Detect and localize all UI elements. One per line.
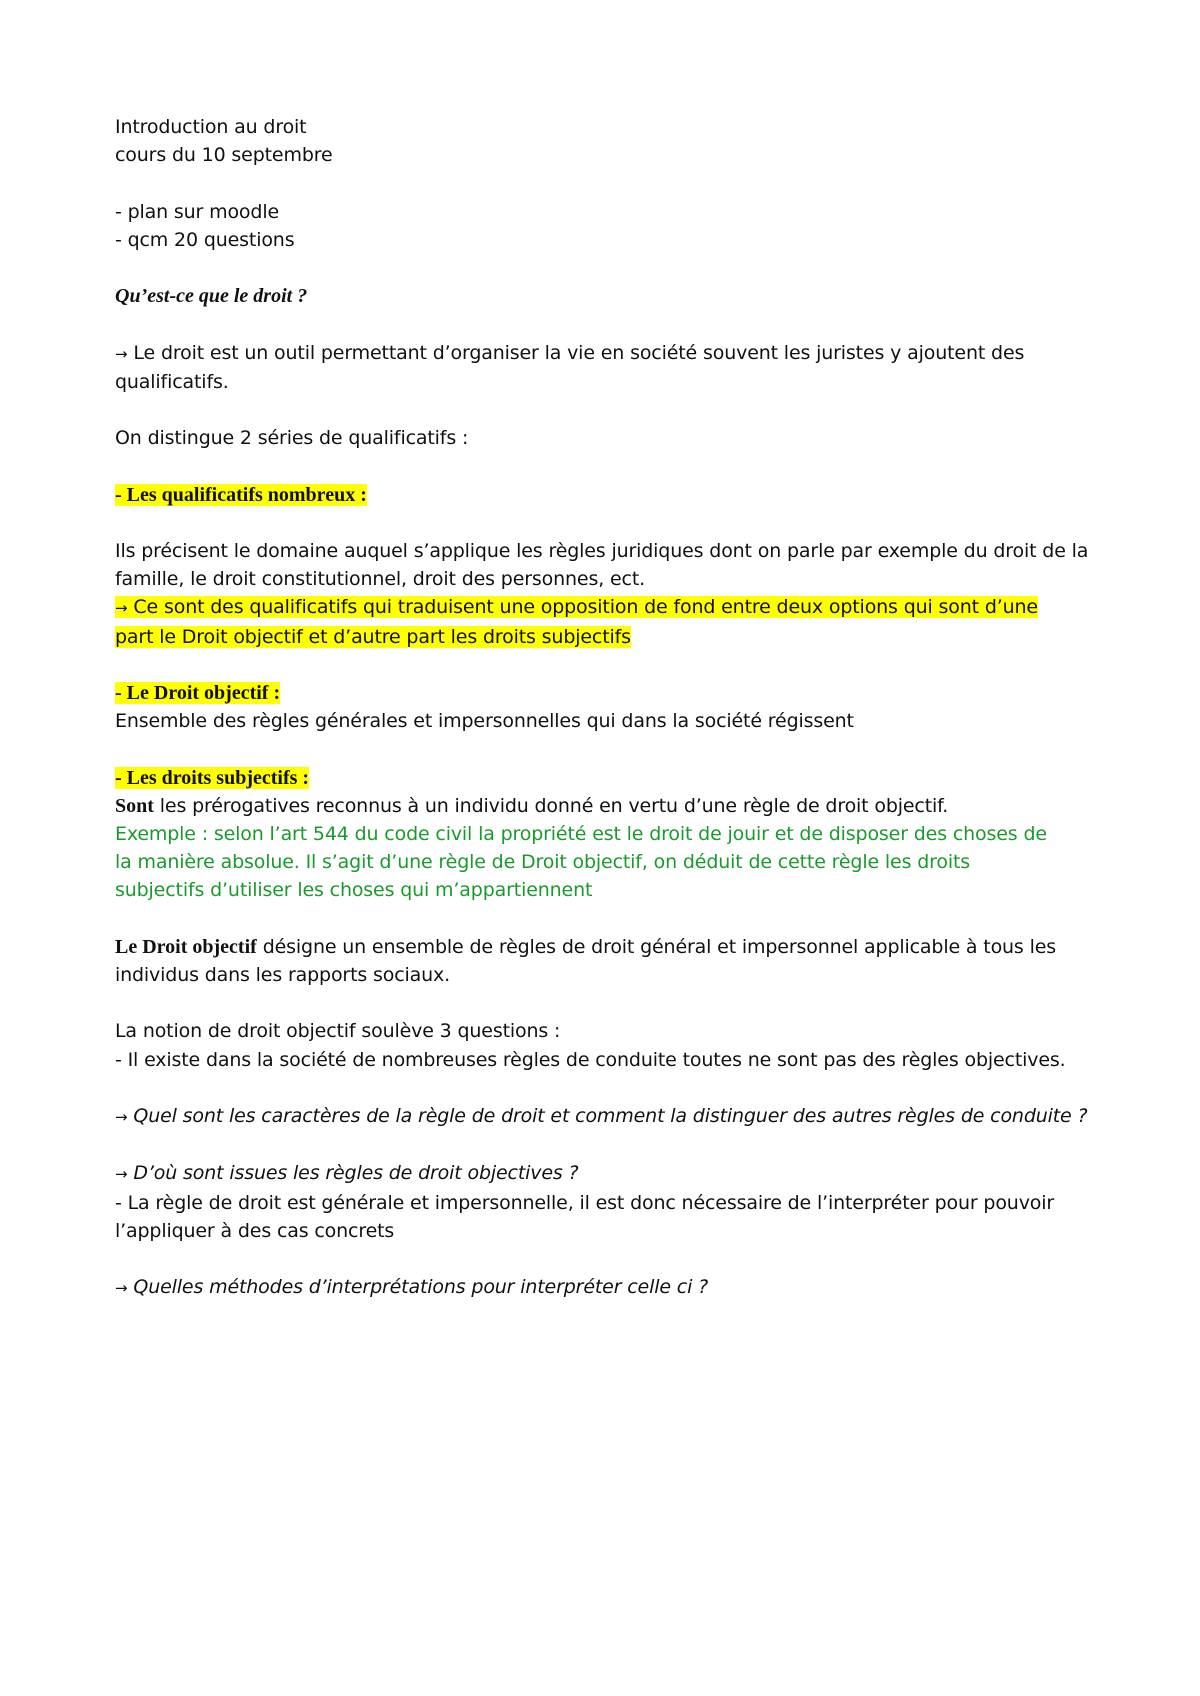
- opposition-text-1: Ce sont des qualificatifs qui traduisent une opposition de fond entre deux options qui sont d’une: [133, 596, 1038, 619]
- objectif-definition: Ensemble des règles générales et impersonnelles qui dans la société régissent: [115, 710, 854, 733]
- spacer: [115, 905, 1095, 933]
- bullet-qcm: - qcm 20 questions: [115, 228, 295, 251]
- question-2: [115, 1159, 1095, 1188]
- arrow-icon: →: [115, 599, 128, 618]
- spacer: [115, 989, 1095, 1017]
- spacer: [115, 735, 1095, 763]
- question-heading: Qu’est-ce que le droit ?: [115, 285, 308, 308]
- question-3-text: Quelles méthodes d’interprétations pour interpréter celle ci ?: [133, 1276, 709, 1299]
- question-2-text: D’où sont issues les règles de droit objectives ?: [133, 1162, 579, 1185]
- regle-paragraph: - La règle de droit est générale et impersonnelle, il est donc nécessaire de l’interpréter pour pouvoir l’appliquer à des cas concrets: [115, 1191, 1055, 1242]
- arrow-icon: →: [115, 1279, 128, 1298]
- highlighted-heading: - Les qualificatifs nombreux :: [115, 483, 367, 506]
- droit-objectif-bold: Le Droit objectif: [115, 935, 257, 958]
- question-3: [115, 1273, 1095, 1302]
- example-line-3: subjectifs d’utiliser les choses qui m’appartiennent: [115, 879, 593, 902]
- section-heading-subjectifs: [115, 764, 1095, 792]
- example-line-2: la manière absolue. Il s’agit d’une règle de Droit objectif, on déduit de cette règle les droits: [115, 851, 971, 874]
- subjectifs-text: les prérogatives reconnus à un individu donné en vertu d’une règle de droit objectif.: [153, 794, 949, 817]
- bullet-plan: - plan sur moodle: [115, 200, 279, 223]
- droit-objectif-text: désigne un ensemble de règles de droit général et impersonnel applicable à tous les individus dans les rapports sociaux.: [115, 935, 1056, 986]
- opposition-line-1: [115, 593, 1095, 622]
- highlighted-text: [115, 596, 1038, 618]
- section-heading-objectif: [115, 679, 1095, 707]
- nombreux-paragraph: Ils précisent le domaine auquel s’applique les règles juridiques dont on parle par exemple du droit de la famille, le droit constitutionnel, droit des personnes, ect.: [115, 539, 1089, 591]
- spacer: [115, 452, 1095, 480]
- spacer: [115, 396, 1095, 424]
- spacer: [115, 1245, 1095, 1273]
- spacer: [115, 169, 1095, 197]
- notion-text: La notion de droit objectif soulève 3 questions :: [115, 1020, 561, 1043]
- spacer: [115, 1131, 1095, 1159]
- question-1: [115, 1102, 1095, 1131]
- spacer: [115, 509, 1095, 537]
- opposition-text-2: part le Droit objectif et d’autre part les droits subjectifs: [115, 625, 631, 648]
- question-1-text: Quel sont les caractères de la règle de droit et comment la distinguer des autres règles de conduite ?: [133, 1104, 1088, 1127]
- existe-text: - Il existe dans la société de nombreuses règles de conduite toutes ne sont pas des règles objectives.: [115, 1048, 1066, 1071]
- course-title: Introduction au droit: [115, 116, 307, 138]
- subjectifs-bold-word: Sont: [115, 794, 154, 817]
- spacer: [115, 310, 1095, 338]
- opposition-line-2: [115, 623, 1095, 651]
- document-page: [115, 113, 1095, 1302]
- distinguish-text: On distingue 2 séries de qualificatifs :: [115, 427, 469, 450]
- highlighted-heading: - Les droits subjectifs :: [115, 766, 310, 789]
- spacer: [115, 1074, 1095, 1102]
- spacer: [115, 651, 1095, 679]
- course-date: cours du 10 septembre: [115, 144, 333, 167]
- arrow-icon: →: [115, 1107, 128, 1126]
- arrow-icon: →: [115, 344, 128, 363]
- droit-objectif-paragraph: [115, 933, 1095, 989]
- section-heading-nombreux: [115, 481, 1095, 509]
- subjectifs-definition: [115, 792, 1095, 820]
- arrow-icon: →: [115, 1165, 128, 1184]
- example-line-1: Exemple : selon l’art 544 du code civil la propriété est le droit de jouir et de disposer des choses de: [115, 822, 1047, 845]
- highlighted-heading: - Le Droit objectif :: [115, 681, 281, 704]
- intro-text: Le droit est un outil permettant d’organiser la vie en société souvent les juristes y ajoutent des qualificatifs.: [115, 341, 1025, 393]
- intro-paragraph: [115, 339, 1095, 396]
- spacer: [115, 254, 1095, 282]
